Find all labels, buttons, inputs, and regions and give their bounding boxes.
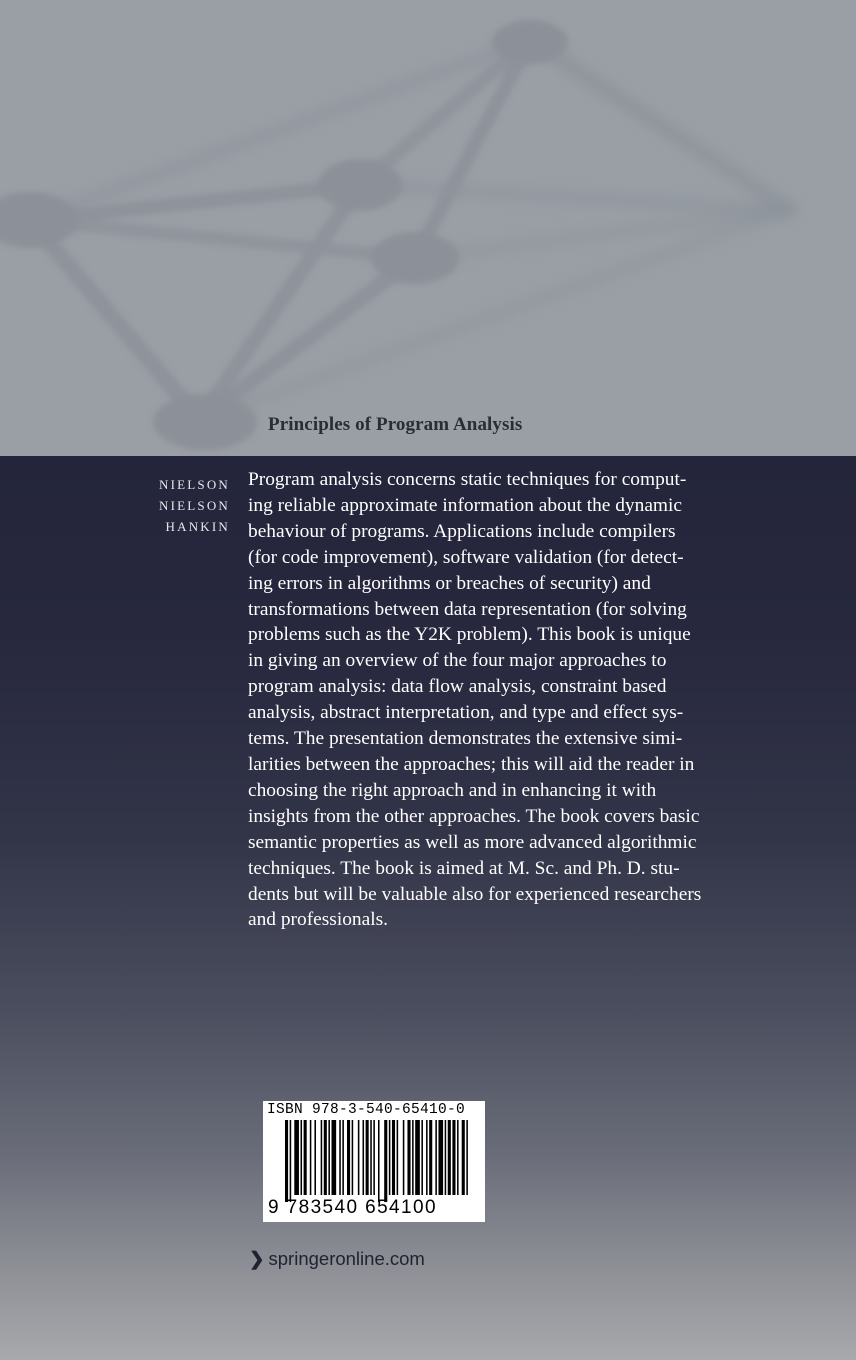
- barcode-bar: [314, 1120, 316, 1195]
- book-description: [248, 467, 768, 933]
- barcode-bar: [363, 1120, 365, 1195]
- barcode-bar: [352, 1120, 354, 1195]
- barcode-bar: [452, 1120, 455, 1195]
- barcode-bar: [462, 1120, 465, 1195]
- book-title: Principles of Program Analysis: [268, 414, 523, 435]
- barcode-bar: [426, 1120, 428, 1195]
- barcode-bar: [421, 1120, 423, 1195]
- barcode-digits: 9 783540 654100: [268, 1197, 437, 1218]
- publisher-url: springeronline.com: [268, 1248, 425, 1269]
- publisher-link[interactable]: [249, 1248, 425, 1270]
- barcode-bar: [294, 1120, 299, 1195]
- barcode-bar: [445, 1120, 447, 1195]
- barcode-bar: [310, 1120, 312, 1195]
- description-line: program analysis: data flow analysis, constraint based: [248, 676, 667, 698]
- description-line: tems. The presentation demonstrates the extensive simi-: [248, 728, 683, 750]
- barcode-bar: [466, 1120, 468, 1195]
- barcode-bar: [403, 1120, 405, 1195]
- description-line: analysis, abstract interpretation, and type and effect sys-: [248, 702, 684, 724]
- author-name: NIELSON: [158, 477, 230, 492]
- author-name: HANKIN: [165, 519, 230, 534]
- description-line: transformations between data representation (for solving: [248, 598, 687, 620]
- barcode-bar: [397, 1120, 399, 1195]
- author-name: NIELSON: [158, 498, 230, 513]
- barcode-bar: [378, 1120, 380, 1202]
- barcode-bar: [321, 1120, 323, 1195]
- description-line: dents but will be valuable also for experienced researchers: [248, 883, 702, 905]
- barcode-bar: [373, 1120, 375, 1195]
- barcode-bar: [328, 1120, 330, 1195]
- description-line: in giving an overview of the four major approaches to: [248, 650, 667, 672]
- barcode-bar: [435, 1120, 437, 1195]
- barcode-bar: [301, 1120, 303, 1195]
- description-line: semantic properties as well as more advanced algorithmic: [248, 831, 697, 853]
- description-line: ing errors in algorithms or breaches of security) and: [248, 572, 651, 594]
- description-line: larities between the approaches; this will aid the reader in: [248, 753, 695, 775]
- barcode-bar: [412, 1120, 414, 1195]
- barcode-bar: [304, 1120, 307, 1195]
- description-line: choosing the right approach and in enhancing it with: [248, 779, 657, 801]
- barcode-bar: [448, 1120, 451, 1195]
- description-line: and professionals.: [248, 909, 389, 931]
- barcode-bar: [339, 1120, 341, 1195]
- barcode-bar: [332, 1120, 337, 1195]
- barcode-bar: [392, 1120, 395, 1195]
- barcode-bar: [342, 1120, 344, 1195]
- barcode-bar: [429, 1120, 432, 1195]
- barcode-bar: [389, 1120, 391, 1195]
- description-line: ing reliable approximate information about the dynamic: [248, 494, 682, 516]
- cover-top-band: [0, 0, 856, 456]
- chevron-right-icon: ❯: [249, 1248, 265, 1269]
- barcode-bar: [438, 1120, 443, 1195]
- description-line: insights from the other approaches. The book covers basic: [248, 805, 700, 827]
- barcode-bar: [347, 1120, 350, 1195]
- barcode-bar: [407, 1120, 410, 1195]
- description-line: Program analysis concerns static techniques for comput-: [248, 469, 687, 490]
- lattice-diagram-icon: [0, 0, 856, 456]
- barcode-bar: [415, 1120, 420, 1195]
- isbn-barcode: [263, 1101, 485, 1222]
- barcode-bar: [290, 1120, 292, 1202]
- description-line: problems such as the Y2K problem). This book is unique: [248, 624, 691, 646]
- barcode-bar: [324, 1120, 327, 1195]
- isbn-label: ISBN 978-3-540-65410-0: [267, 1102, 466, 1118]
- barcode-bar: [457, 1120, 459, 1195]
- barcode-bar: [384, 1120, 387, 1202]
- author-list: [159, 474, 230, 537]
- description-line: techniques. The book is aimed at M. Sc. and Ph. D. stu-: [248, 857, 680, 879]
- barcode-bar: [370, 1120, 372, 1195]
- description-line: behaviour of programs. Applications include compilers: [248, 520, 676, 542]
- description-line: (for code improvement), software validation (for detect-: [248, 546, 684, 568]
- barcode-bar: [358, 1120, 360, 1195]
- barcode-bar: [366, 1120, 369, 1195]
- barcode-bar: [285, 1120, 288, 1202]
